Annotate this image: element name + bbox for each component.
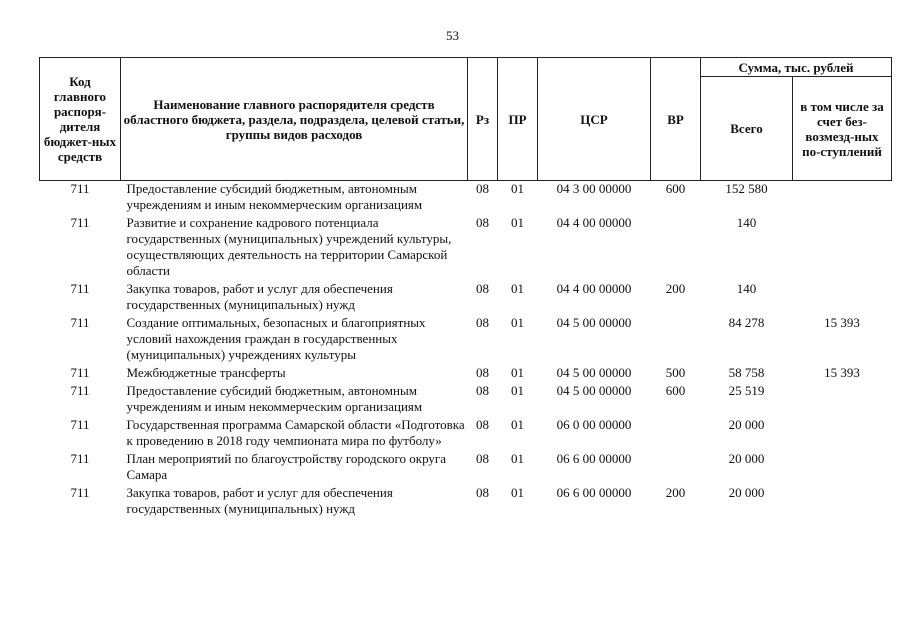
cell-csr: 04 3 00 00000 [556, 181, 632, 196]
cell-gratis [793, 383, 892, 417]
cell-rz: 08 [476, 281, 489, 296]
cell-rz: 08 [476, 315, 489, 330]
cell-name: План мероприятий по благоустройству городского округа Самара [126, 451, 446, 482]
cell-pr: 01 [511, 215, 524, 230]
cell-gratis: 15 393 [824, 315, 860, 330]
cell-code: 711 [70, 451, 90, 466]
cell-total: 152 580 [725, 181, 768, 196]
cell-code: 711 [70, 383, 90, 398]
cell-name: Предоставление субсидий бюджетным, автономным учреждениям и иным некоммерческим организациям [126, 181, 423, 212]
header-rz: Рз [468, 58, 498, 181]
cell-gratis [793, 485, 892, 519]
cell-gratis: 15 393 [824, 365, 860, 380]
cell-code: 711 [70, 181, 90, 196]
cell-gratis [793, 451, 892, 485]
cell-code: 711 [70, 315, 90, 330]
header-total: Всего [701, 77, 793, 181]
table-row [40, 365, 892, 383]
cell-csr: 06 6 00 00000 [556, 485, 632, 500]
cell-name: Закупка товаров, работ и услуг для обеспечения государственных (муниципальных) нужд [126, 281, 393, 312]
cell-vr: 600 [665, 383, 686, 398]
cell-code: 711 [70, 281, 90, 296]
cell-pr: 01 [511, 181, 524, 196]
cell-vr: 500 [665, 365, 686, 380]
cell-gratis [793, 215, 892, 281]
header-gratis: в том числе за счет без-возмезд-ных по-ступлений [793, 77, 892, 181]
cell-rz: 08 [476, 365, 489, 380]
cell-csr: 04 5 00 00000 [556, 365, 632, 380]
table-body [40, 181, 892, 520]
budget-table [39, 57, 892, 519]
cell-code: 711 [70, 417, 90, 432]
cell-pr: 01 [511, 281, 524, 296]
cell-csr: 06 0 00 00000 [556, 417, 632, 432]
cell-total: 84 278 [728, 315, 765, 330]
page-number: 53 [446, 28, 459, 43]
cell-csr: 06 6 00 00000 [556, 451, 632, 466]
cell-csr: 04 4 00 00000 [556, 281, 632, 296]
table-row [40, 383, 892, 417]
cell-pr: 01 [511, 417, 524, 432]
cell-pr: 01 [511, 451, 524, 466]
table-row [40, 451, 892, 485]
cell-code: 711 [70, 365, 90, 380]
cell-name: Межбюджетные трансферты [126, 365, 286, 380]
cell-vr: 600 [665, 181, 686, 196]
cell-vr [651, 315, 701, 365]
cell-rz: 08 [476, 451, 489, 466]
cell-csr: 04 5 00 00000 [556, 315, 632, 330]
cell-code: 711 [70, 485, 90, 500]
table-header [40, 58, 892, 181]
cell-vr: 200 [665, 485, 686, 500]
table-row [40, 485, 892, 519]
header-name: Наименование главного распорядителя средств областного бюджета, раздела, подраздела, целевой статьи, группы видов расходов [121, 58, 468, 181]
cell-gratis [793, 417, 892, 451]
cell-rz: 08 [476, 485, 489, 500]
cell-vr: 200 [665, 281, 686, 296]
cell-gratis [793, 181, 892, 216]
cell-name: Создание оптимальных, безопасных и благоприятных условий нахождения граждан в государственных (муниципальных) учреждениях культуры [126, 315, 426, 362]
header-csr: ЦСР [538, 58, 651, 181]
cell-csr: 04 4 00 00000 [556, 215, 632, 230]
cell-rz: 08 [476, 181, 489, 196]
table-row [40, 417, 892, 451]
table-row [40, 281, 892, 315]
cell-pr: 01 [511, 383, 524, 398]
cell-rz: 08 [476, 383, 489, 398]
cell-vr [651, 215, 701, 281]
cell-total: 25 519 [728, 383, 765, 398]
cell-name: Закупка товаров, работ и услуг для обеспечения государственных (муниципальных) нужд [126, 485, 393, 516]
cell-total: 58 758 [728, 365, 765, 380]
cell-rz: 08 [476, 215, 489, 230]
cell-code: 711 [70, 215, 90, 230]
table-row [40, 215, 892, 281]
header-vr: ВР [651, 58, 701, 181]
cell-total: 140 [736, 215, 757, 230]
cell-gratis [793, 281, 892, 315]
cell-pr: 01 [511, 485, 524, 500]
cell-total: 20 000 [728, 417, 765, 432]
cell-total: 140 [736, 281, 757, 296]
table-row [40, 315, 892, 365]
cell-name: Предоставление субсидий бюджетным, автономным учреждениям и иным некоммерческим организациям [126, 383, 423, 414]
header-pr: ПР [498, 58, 538, 181]
cell-name: Государственная программа Самарской области «Подготовка к проведению в 2018 году чемпионата мира по футболу» [126, 417, 465, 448]
cell-total: 20 000 [728, 451, 765, 466]
cell-csr: 04 5 00 00000 [556, 383, 632, 398]
cell-vr [651, 417, 701, 451]
cell-rz: 08 [476, 417, 489, 432]
table-row [40, 181, 892, 216]
header-code: Код главного распоря-дителя бюджет-ных средств [40, 58, 121, 181]
cell-name: Развитие и сохранение кадрового потенциала государственных (муниципальных) учреждений культуры, осуществляющих деятельность на территории Самарской области [126, 215, 452, 278]
cell-pr: 01 [511, 315, 524, 330]
header-sum: Сумма, тыс. рублей [701, 58, 892, 77]
cell-pr: 01 [511, 365, 524, 380]
cell-total: 20 000 [728, 485, 765, 500]
cell-vr [651, 451, 701, 485]
